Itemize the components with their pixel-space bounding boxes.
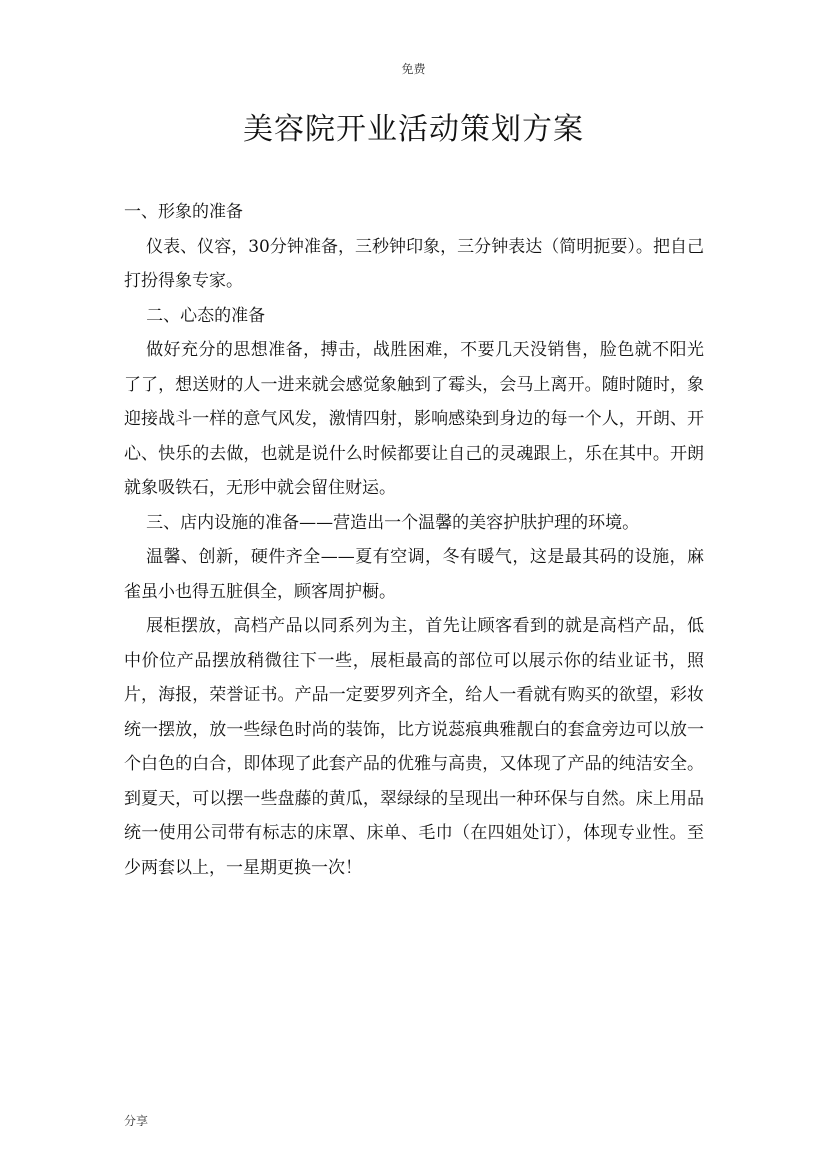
section-heading-1: 一、形象的准备 [124, 202, 243, 222]
section-heading-2: 二、心态的准备 [146, 305, 266, 326]
page-header: 免费 [401, 62, 426, 76]
paragraph: 做好充分的思想准备，搏击，战胜困难，不要几天没销售，脸色就不阳光了了，想送财的人一进来就会感觉象触到了霉头，会马上离开。随时随时，象迎接战斗一样的意气风发，激情四射，影响感染到身边的每一个人，开朗、开心、快乐的去做，也就是说什么时候都要让自己的灵魂跟上，乐在其中。开朗就象吸铁石，无形中就会留住财运。 [124, 340, 704, 498]
section-heading-3: 三、店内设施的准备——营造出一个温馨的美容护肤护理的环境。 [146, 512, 640, 533]
page-title: 美容院开业活动策划方案 [243, 112, 584, 147]
paragraph: 展柜摆放，高档产品以同系列为主，首先让顾客看到的就是高档产品，低中价位产品摆放稍微往下一些，展柜最高的部位可以展示你的结业证书，照片，海报，荣誉证书。产品一定要罗列齐全，给人一看就有购买的欲望，彩妆统一摆放，放一些绿色时尚的装饰，比方说蕊痕典雅靓白的套盒旁边可以放一个白色的白合，即体现了此套产品的优雅与高贵，又体现了产品的纯洁安全。到夏天，可以摆一些盘藤的黄瓜，翠绿绿的呈现出一种环保与自然。床上用品统一使用公司带有标志的床罩、床单、毛巾（在四姐处订），体现专业性。至少两套以上，一星期更换一次！ [124, 616, 704, 878]
paragraph: 仪表、仪容，30分钟准备，三秒钟印象，三分钟表达（简明扼要）。把自己打扮得象专家。 [124, 236, 704, 291]
document-body [124, 195, 704, 885]
paragraph: 温馨、创新，硬件齐全——夏有空调，冬有暖气，这是最其码的设施，麻雀虽小也得五脏俱全，顾客周护橱。 [124, 547, 704, 602]
page-footer: 分享 [124, 1114, 149, 1128]
